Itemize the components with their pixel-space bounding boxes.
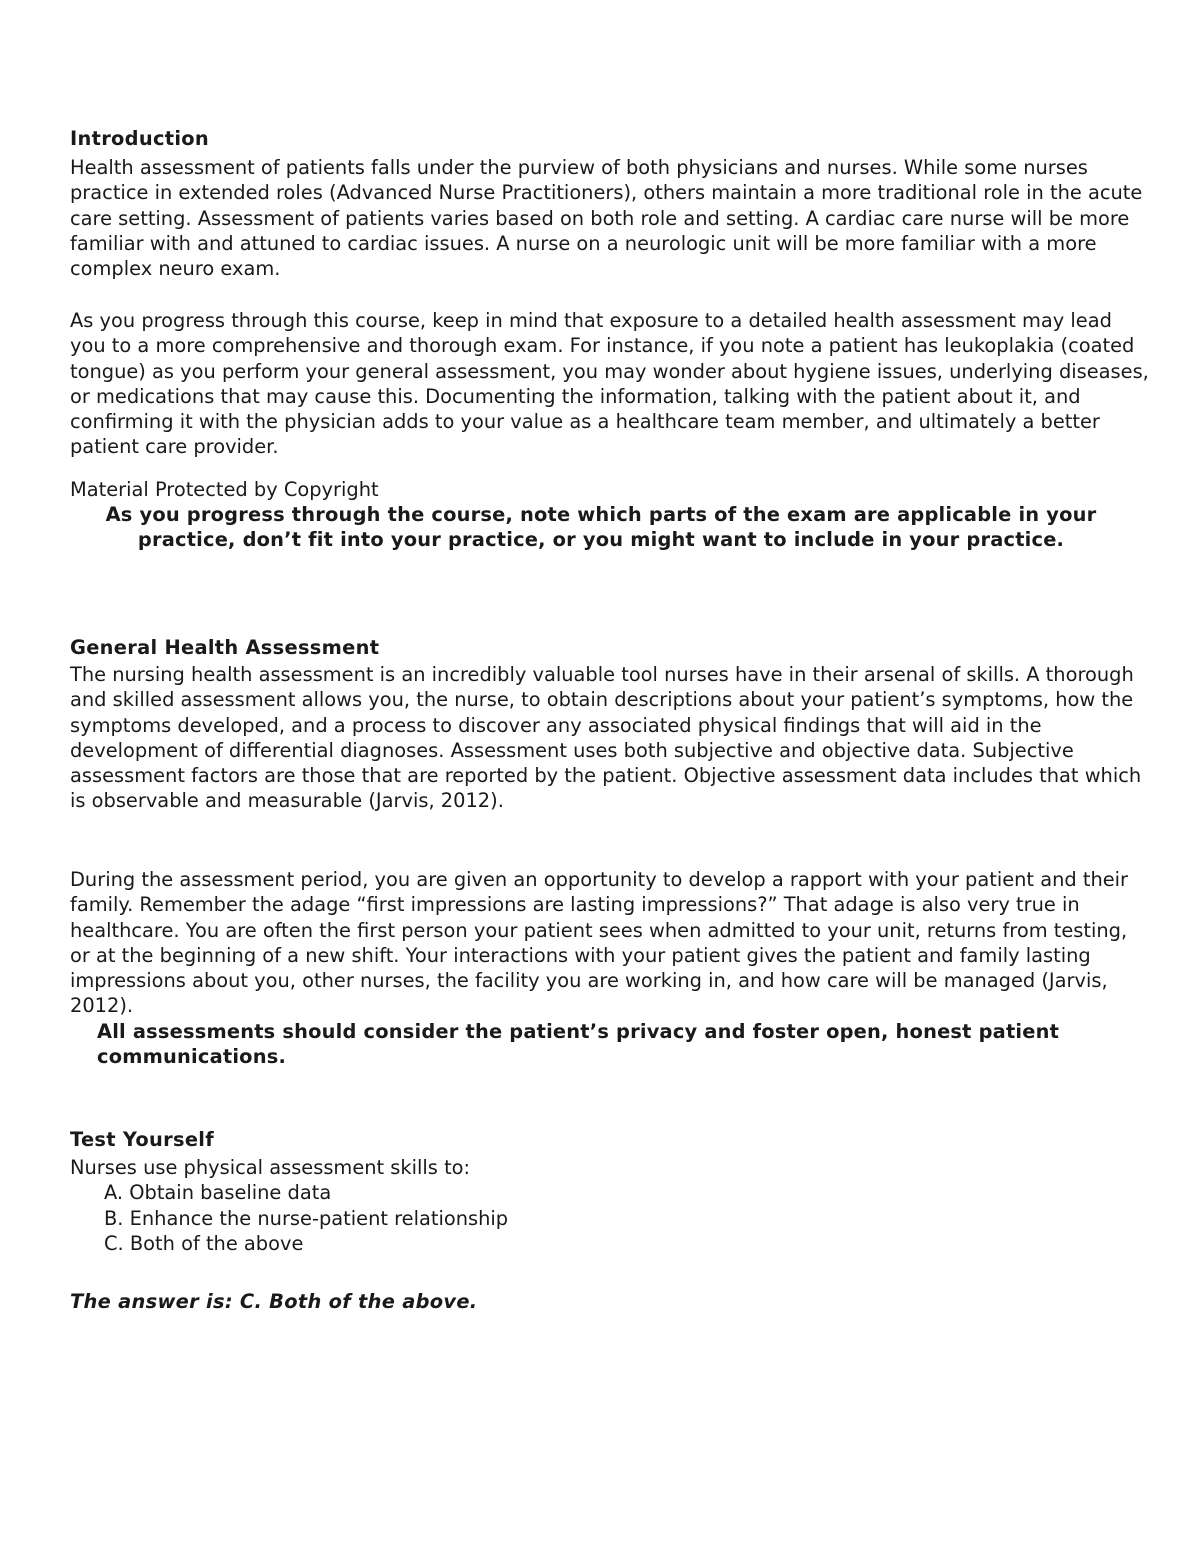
general-paragraph-2: During the assessment period, you are given an opportunity to develop a rapport with your patient and their family. Remember the adage “first impressions are lasting impressions?” That adage is also very true in healthcare. You are often the first person your patient sees when admitted to your unit, returns from testing, or at the beginning of a new shift. Your interactions with your patient gives the patient and family lasting impressions about you, other nurses, the facility you are working in, and how care will be managed (Jarvis, 2012). <box>70 868 1129 1018</box>
general-heading: General Health Assessment <box>70 636 380 659</box>
general-note: All assessments should consider the patient’s privacy and foster open, honest patient communications. <box>97 1020 1060 1069</box>
test-heading: Test Yourself <box>70 1128 214 1151</box>
intro-heading: Introduction <box>70 127 209 150</box>
answer-option-c: C. Both of the above <box>104 1231 304 1255</box>
intro-paragraph-2: As you progress through this course, keep in mind that exposure to a detailed health assessment may lead you to a more comprehensive and thorough exam. For instance, if you note a patient has leukoplakia (coated tongue) as you perform your general assessment, you may wonder about hygiene issues, underlying diseases, or medications that may cause this. Documenting the information, talking with the patient about it, and confirming it with the physician adds to your value as a healthcare team member, and ultimately a better patient care provider. <box>70 309 1149 459</box>
copyright-notice: Material Protected by Copyright <box>70 478 379 501</box>
test-question: Nurses use physical assessment skills to: <box>70 1156 471 1179</box>
general-paragraph-1: The nursing health assessment is an incredibly valuable tool nurses have in their arsenal of skills. A thorough and skilled assessment allows you, the nurse, to obtain descriptions about your patient’s symptoms, how the symptoms developed, and a process to discover any associated physical findings that will aid in the development of differential diagnoses. Assessment uses both subjective and objective data. Subjective assessment factors are those that are reported by the patient. Objective assessment data includes that which is observable and measurable (Jarvis, 2012). <box>70 663 1142 813</box>
answer-text: The answer is: C. Both of the above. <box>70 1290 478 1313</box>
intro-note: As you progress through the course, note which parts of the exam are applicable in your practice, don’t fit into your practice, or you might want to include in your practice. <box>105 503 1097 552</box>
answer-option-a: A. Obtain baseline data <box>104 1181 332 1205</box>
answer-options <box>70 1180 1150 1256</box>
intro-paragraph-1: Health assessment of patients falls under the purview of both physicians and nurses. While some nurses practice in extended roles (Advanced Nurse Practitioners), others maintain a more traditional role in the acute care setting. Assessment of patients varies based on both role and setting. A cardiac care nurse will be more familiar with and attuned to cardiac issues. A nurse on a neurologic unit will be more familiar with a more complex neuro exam. <box>70 156 1143 281</box>
answer-option-b: B. Enhance the nurse-patient relationship <box>104 1206 509 1230</box>
test-question-block <box>70 1155 1150 1256</box>
